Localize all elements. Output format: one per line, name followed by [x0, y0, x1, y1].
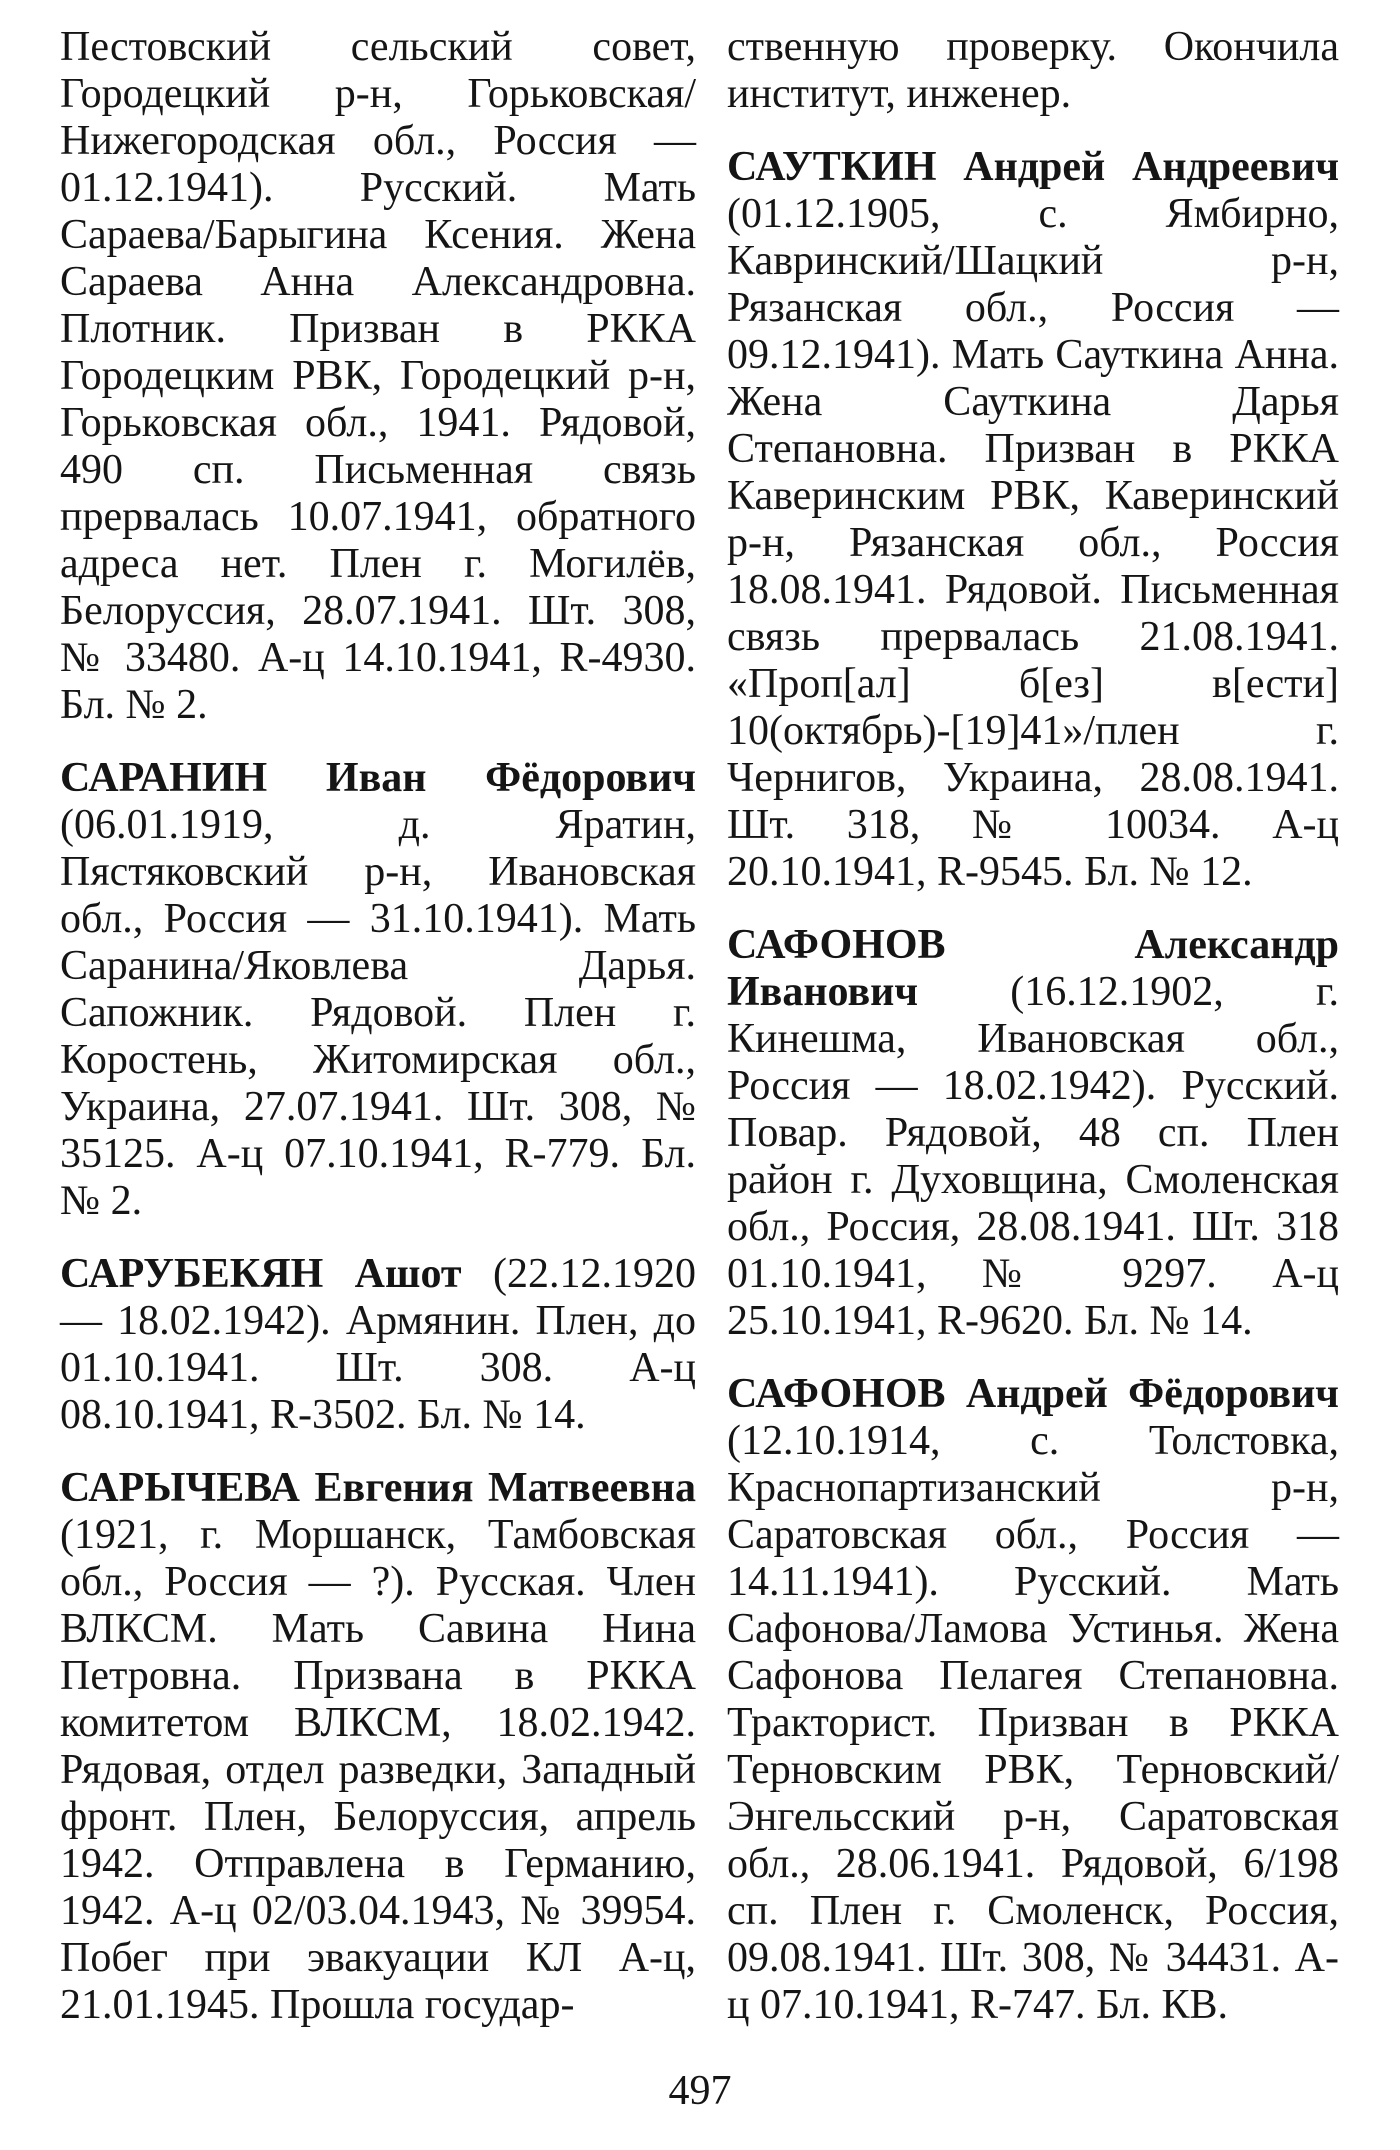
entry-sautkin — [727, 144, 1339, 896]
entry-text: (1921, г. Моршанск, Тамбовская обл., Россия — ?). Русская. Член ВЛКСМ. Мать Савина Нина Петровна. Призвана в РККА комитетом ВЛКСМ, 18.02.1942. Рядовая, отдел разведки, Западный фронт. Плен, Белоруссия, апрель 1942. Отправлена в Германию, 1942. А-ц 02/03.04.1943, № 39954. Побег при эвакуации КЛ А-ц, 21.01.1945. Прошла государ- — [60, 1512, 696, 2028]
entry-surname: САРЫЧЕВА Евгения Матвеевна — [60, 1465, 696, 1511]
entry-text: (06.01.1919, д. Яратин, Пястяковский р-н, Ивановская обл., Россия — 31.10.1941). Мать Саранина/Яковлева Дарья. Сапожник. Рядовой. Плен г. Коростень, Житомирская обл., Украина, 27.07.1941. Шт. 308, № 35125. А-ц 07.10.1941, R-779. Бл. № 2. — [60, 802, 696, 1224]
entry-saranin — [60, 755, 696, 1225]
right-column — [727, 24, 1339, 2055]
entry-sarubekyan — [60, 1251, 696, 1439]
entry-text: ственную проверку. Окончила институт, инженер. — [727, 24, 1339, 117]
entry-surname: САРУБЕКЯН Ашот — [60, 1251, 462, 1297]
entry-text: Пестовский сельский совет, Городецкий р-н, Горьковская/Нижегородская обл., Россия — 01.12.1941). Русский. Мать Сараева/Барыгина Ксения. Жена Сараева Анна Александровна. Плотник. Призван в РККА Городецким РВК, Городецкий р-н, Горьковская обл., 1941. Рядовой, 490 сп. Письменная связь прервалась 10.07.1941, обратного адреса нет. Плен г. Могилёв, Белоруссия, 28.07.1941. Шт. 308, № 33480. А-ц 14.10.1941, R-4930. Бл. № 2. — [60, 24, 696, 728]
entry-surname: САФОНОВ Андрей Фёдорович — [727, 1371, 1339, 1417]
entry-continuation-saraev — [60, 24, 696, 729]
entry-safonov-aleksandr — [727, 922, 1339, 1345]
entry-text: (12.10.1914, с. Толстовка, Краснопартизанский р-н, Саратовская обл., Россия — 14.11.1941). Русский. Мать Сафонова/Ламова Устинья. Жена Сафонова Пелагея Степановна. Тракторист. Призван в РККА Терновским РВК, Терновский/Энгельсский р-н, Саратовская обл., 28.06.1941. Рядовой, 6/198 сп. Плен г. Смоленск, Россия, 09.08.1941. Шт. 308, № 34431. А-ц 07.10.1941, R-747. Бл. КВ. — [727, 1418, 1339, 2028]
left-column — [60, 24, 696, 2055]
entry-surname: САРАНИН Иван Фёдорович — [60, 755, 696, 801]
entry-surname: САУТКИН Андрей Андреевич — [727, 144, 1339, 190]
entry-safonov-andrey — [727, 1371, 1339, 2029]
entry-continuation-sarycheva — [727, 24, 1339, 118]
page-number: 497 — [668, 2068, 732, 2114]
entry-text: (01.12.1905, с. Ямбирно, Кавринский/Шацкий р-н, Рязанская обл., Россия — 09.12.1941). Мать Сауткина Анна. Жена Сауткина Дарья Степановна. Призван в РККА Каверинским РВК, Каверинский р-н, Рязанская обл., Россия 18.08.1941. Рядовой. Письменная связь прервалась 21.08.1941. «Проп[ал] б[ез] в[ести] 10(октябрь)-[19]41»/плен г. Чернигов, Украина, 28.08.1941. Шт. 318, № 10034. А-ц 20.10.1941, R-9545. Бл. № 12. — [727, 191, 1339, 895]
entry-sarycheva — [60, 1465, 696, 2029]
entry-surname: САФОНОВ Александр Иванович — [727, 922, 1339, 1015]
entry-text: (16.12.1902, г. Кинешма, Ивановская обл., Россия — 18.02.1942). Русский. Повар. Рядовой, 48 сп. Плен район г. Духовщина, Смоленская обл., Россия, 28.08.1941. Шт. 318 01.10.1941, № 9297. А-ц 25.10.1941, R-9620. Бл. № 14. — [727, 969, 1339, 1344]
entry-text: (22.12.1920 — 18.02.1942). Армянин. Плен, до 01.10.1941. Шт. 308. А-ц 08.10.1941, R-3502. Бл. № 14. — [60, 1251, 696, 1438]
